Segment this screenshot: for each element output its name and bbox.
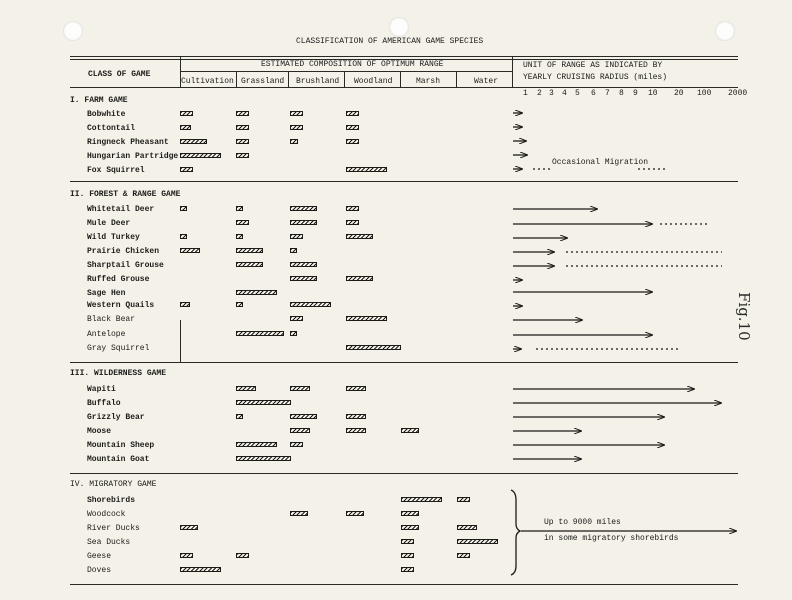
section-heading-forest-range-game: II. FOREST & RANGE GAME <box>70 190 181 199</box>
section-heading-wilderness-game: III. WILDERNESS GAME <box>70 369 167 378</box>
species-label: Hungarian Partridge <box>87 152 179 161</box>
column-header-brushland: Brushland <box>296 77 340 86</box>
scale-tick-label: 5 <box>575 89 580 98</box>
scale-tick-label: 1 <box>523 89 528 98</box>
species-label: Mountain Goat <box>87 455 150 464</box>
species-label: Fox Squirrel <box>87 166 145 175</box>
class-of-game-header: CLASS OF GAME <box>88 70 151 79</box>
scale-tick-label: 100 <box>697 89 712 98</box>
species-label: Mule Deer <box>87 219 131 228</box>
figure-number-annotation: Fig.10 <box>735 292 753 341</box>
species-label: Geese <box>87 552 112 561</box>
species-label: Black Bear <box>87 315 136 324</box>
range-header-line-2: YEARLY CRUISING RADIUS (miles) <box>523 73 668 82</box>
scale-tick-label: 9 <box>633 89 638 98</box>
scale-tick-label: 6 <box>591 89 596 98</box>
composition-header: ESTIMATED COMPOSITION OF OPTIMUM RANGE <box>261 60 444 69</box>
species-label: Ringneck Pheasant <box>87 138 169 147</box>
species-label: Cottontail <box>87 124 136 133</box>
scale-tick-label: 7 <box>605 89 610 98</box>
species-label: Sage Hen <box>87 289 126 298</box>
scale-tick-label: 2 <box>537 89 542 98</box>
species-label: Gray Squirrel <box>87 344 150 353</box>
migratory-distance-label: Up to 9000 miles <box>544 518 621 527</box>
section-heading-farm-game: I. FARM GAME <box>70 96 128 105</box>
species-label: Sharptail Grouse <box>87 261 164 270</box>
scale-tick-label: 4 <box>562 89 567 98</box>
species-label: Doves <box>87 566 112 575</box>
species-label: Buffalo <box>87 399 121 408</box>
species-label: Sea Ducks <box>87 538 131 547</box>
species-label: Western Quails <box>87 301 155 310</box>
species-label: Grizzly Bear <box>87 413 145 422</box>
species-label: Prairie Chicken <box>87 247 160 256</box>
species-label: Mountain Sheep <box>87 441 155 450</box>
scale-tick-label: 8 <box>619 89 624 98</box>
migratory-brace <box>511 490 520 575</box>
scale-tick-label: 3 <box>549 89 554 98</box>
species-label: Antelope <box>87 330 126 339</box>
migratory-distance-sublabel: in some migratory shorebirds <box>544 534 679 543</box>
range-header-line-1: UNIT OF RANGE AS INDICATED BY <box>523 61 663 70</box>
column-header-water: Water <box>474 77 499 86</box>
species-label: Bobwhite <box>87 110 126 119</box>
species-label: Ruffed Grouse <box>87 275 150 284</box>
column-header-grassland: Grassland <box>241 77 285 86</box>
column-header-marsh: Marsh <box>416 77 441 86</box>
section-heading-migratory-game: IV. MIGRATORY GAME <box>70 480 157 489</box>
scale-tick-label: 10 <box>648 89 658 98</box>
column-header-woodland: Woodland <box>354 77 393 86</box>
species-label: Shorebirds <box>87 496 136 505</box>
scale-tick-label: 20 <box>674 89 684 98</box>
column-header-cultivation: Cultivation <box>181 77 234 86</box>
occasional-migration-label: Occasional Migration <box>552 158 649 167</box>
species-label: Woodcock <box>87 510 126 519</box>
species-label: Moose <box>87 427 112 436</box>
species-label: Whitetail Deer <box>87 205 155 214</box>
page-title: CLASSIFICATION OF AMERICAN GAME SPECIES <box>296 37 484 46</box>
scale-tick-label: 2000 <box>728 89 748 98</box>
species-label: Wapiti <box>87 385 116 394</box>
species-label: River Ducks <box>87 524 140 533</box>
species-label: Wild Turkey <box>87 233 140 242</box>
